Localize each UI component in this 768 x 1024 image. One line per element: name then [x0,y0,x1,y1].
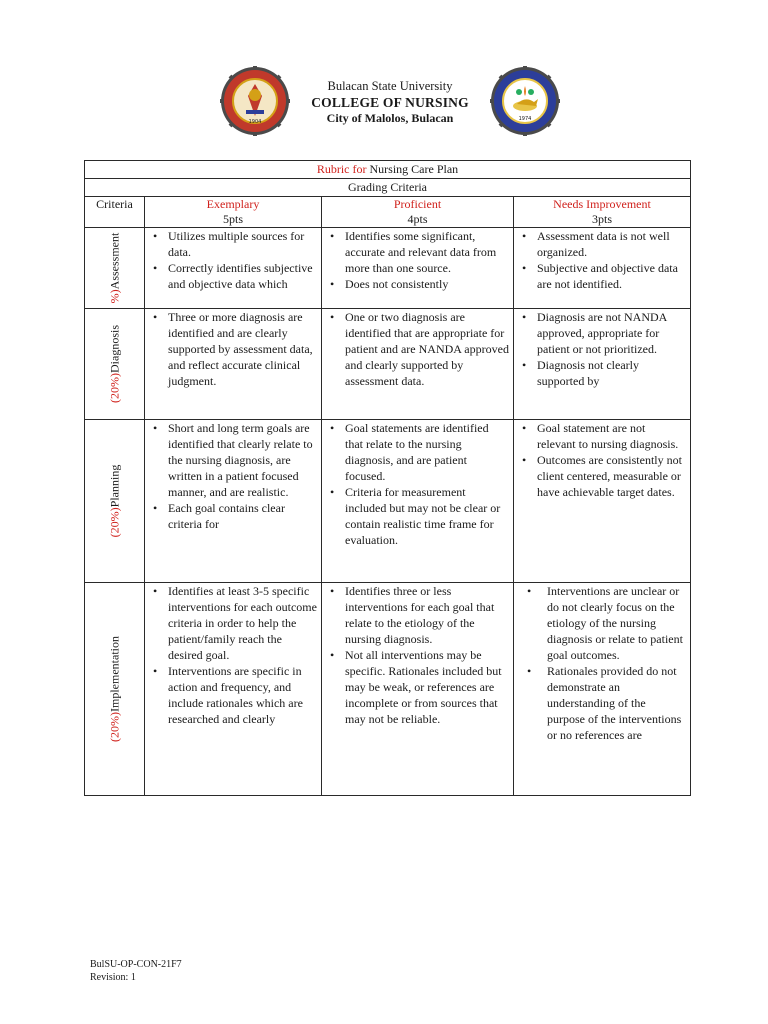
cell-planning-exemplary [145,420,322,583]
city-name: City of Malolos, Bulacan [326,111,454,125]
criteria-header [85,197,145,228]
list-item: • Assessment data is not well organized. [537,228,686,260]
list-item: • Interventions are unclear or do not clearly focus on the etiology of the nursing diagnosis or relate to patient goal outcomes. [547,583,686,663]
list-item: • Goal statement are not relevant to nursing diagnosis. [537,420,686,452]
cell-assessment-needs-improvement [514,228,691,309]
university-block [290,79,490,126]
level-header-needs-improvement [514,197,691,228]
row-weight: (20%) [107,373,121,403]
cell-implementation-exemplary [145,583,322,796]
row-weight: (20%) [107,507,121,538]
list-item: • Not all interventions may be specific. Rationales included but may be weak, or references are incomplete or from sources that may not be reliable. [345,647,509,727]
list-item: • Criteria for measurement included but may not be clear or contain realistic time frame for evaluation. [345,484,509,548]
list-item: • Identifies three or less interventions for each goal that relate to the etiology of the nursing diagnosis. [345,583,509,647]
cell-assessment-exemplary [145,228,322,309]
list-item: • Identifies some significant, accurate and relevant data from more than one source. [345,228,509,276]
list-item: • Correctly identifies subjective and objective data which [168,260,317,292]
row-weight: (20%) [107,711,121,742]
form-code: BulSU-OP-CON-21F7 [90,959,182,970]
cell-diagnosis-exemplary [145,309,322,420]
rubric-row-implementation [85,583,691,796]
rubric-title-red: Rubric for [316,162,367,176]
cell-diagnosis-needs-improvement [514,309,691,420]
rubric-row-assessment [85,228,691,309]
university-name: Bulacan State University [327,79,453,93]
row-label-assessment [85,228,145,309]
rubric-title [85,161,691,179]
list-item: • Does not consistently [345,276,509,292]
cell-diagnosis-proficient [322,309,514,420]
college-of-nursing-seal-logo [490,66,560,136]
cell-planning-needs-improvement [514,420,691,583]
level-points: 5pts [222,212,243,226]
level-name: Needs Improvement [553,197,651,211]
list-item: • Goal statements are identified that relate to the nursing diagnosis, and are patient focused. [345,420,509,484]
cell-implementation-proficient [322,583,514,796]
list-item: • Three or more diagnosis are identified and are clearly supported by assessment data, and reflect accurate clinical judgment. [168,309,317,389]
rubric-row-diagnosis [85,309,691,420]
criteria-header-label: Criteria [96,197,133,211]
list-item: • One or two diagnosis are identified that are appropriate for patient and are NANDA approved and clearly supported by assessment data. [345,309,509,389]
cell-assessment-proficient [322,228,514,309]
row-weight: %) [107,289,121,304]
bulsu-seal-logo [220,66,290,136]
rubric-table [84,160,691,796]
level-header-exemplary [145,197,322,228]
list-item: • Diagnosis not clearly supported by [537,357,686,389]
row-criterion: Diagnosis [107,325,121,373]
level-name: Exemplary [206,197,260,211]
row-criterion: Planning [107,464,121,508]
cell-implementation-needs-improvement [514,583,691,796]
rubric-title-rest: Nursing Care Plan [366,162,459,176]
list-item: • Utilizes multiple sources for data. [168,228,317,260]
list-item: • Diagnosis are not NANDA approved, appropriate for patient or not prioritized. [537,309,686,357]
row-label-diagnosis [85,309,145,420]
college-name: COLLEGE OF NURSING [311,95,469,110]
seal-year-text: 1974 [518,116,532,122]
level-points: 3pts [591,212,612,226]
list-item: • Each goal contains clear criteria for [168,500,317,532]
revision-number: Revision: 1 [90,972,136,983]
list-item: • Rationales provided do not demonstrate an understanding of the purpose of the interventions or no references are [547,663,686,743]
row-criterion: Implementation [107,636,121,712]
row-criterion: Assessment [107,232,121,290]
level-header-proficient [322,197,514,228]
document-header [0,66,768,136]
document-footer [90,958,182,984]
row-label-implementation [85,583,145,796]
list-item: • Identifies at least 3-5 specific interventions for each outcome criteria in order to help the patient/family reach the desired goal. [168,583,317,663]
seal-year-text: 1904 [248,119,262,125]
list-item: • Outcomes are consistently not client centered, measurable or have achievable target dates. [537,452,686,500]
grading-criteria-heading: Grading Criteria [85,179,691,197]
rubric-row-planning [85,420,691,583]
level-name: Proficient [393,197,442,211]
cell-planning-proficient [322,420,514,583]
list-item: • Subjective and objective data are not identified. [537,260,686,292]
list-item: • Short and long term goals are identified that clearly relate to the nursing diagnosis, are written in a patient focused manner, and are realistic. [168,420,317,500]
row-label-planning [85,420,145,583]
level-points: 4pts [407,212,428,226]
list-item: • Interventions are specific in action and frequency, and include rationales which are researched and clearly [168,663,317,727]
